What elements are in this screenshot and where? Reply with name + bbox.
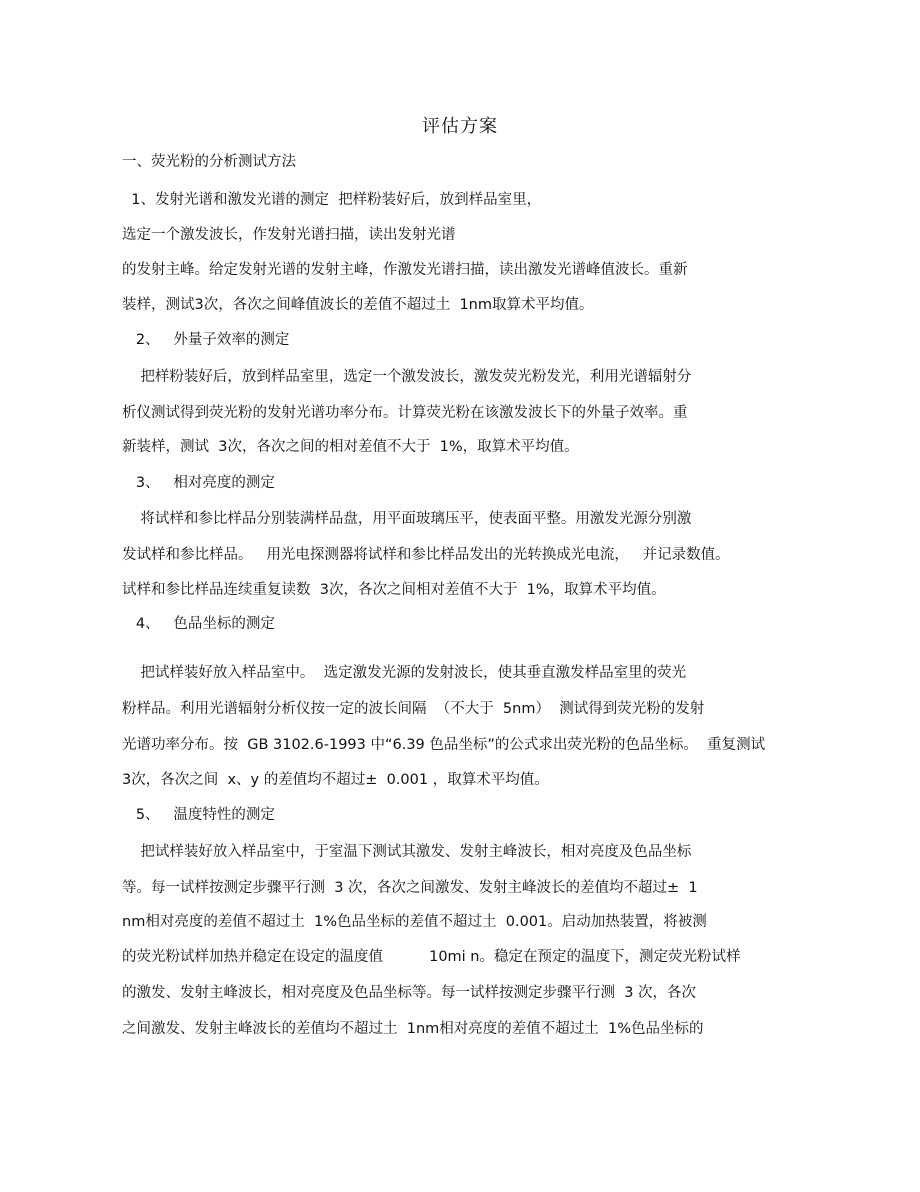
text-line: 3次，各次之间 x、y 的差值均不超过± 0.001 ，取算术平均值。 (122, 772, 549, 788)
text-line: 把试样装好放入样品室中，于室温下测试其激发、发射主峰波长，相对亮度及色品坐标 (122, 844, 692, 860)
text-line: 粉样品。利用光谱辐射分析仪按一定的波长间隔 （不大于 5nm） 测试得到荧光粉的发射 (122, 701, 705, 717)
text-line: 等。每一试样按测定步骤平行测 3 次，各次之间激发、发射主峰波长的差值均不超过± 1 (122, 880, 698, 896)
text-line: 之间激发、发射主峰波长的差值均不超过土 1nm相对亮度的差值不超过土 1%色品坐标的 (122, 1021, 704, 1037)
text-line: 把样粉装好后，放到样品室里，选定一个激发波长，激发荧光粉发光，利用光谱辐射分 (122, 369, 692, 385)
subsection-heading: 4、 色品坐标的测定 (122, 616, 275, 632)
text-line: 发试样和参比样品。 用光电探测器将试样和参比样品发出的光转换成光电流， 并记录数值。 (122, 547, 730, 563)
subsection-heading: 2、 外量子效率的测定 (122, 332, 290, 348)
text-line: 把试样装好放入样品室中。 选定激发光源的发射波长，使其垂直激发样品室里的荧光 (122, 665, 687, 681)
subsection-heading: 3、 相对亮度的测定 (122, 475, 275, 491)
text-line: 的激发、发射主峰波长，相对亮度及色品坐标等。每一试样按测定步骤平行测 3 次，各次 (122, 985, 697, 1001)
text-line: 将试样和参比样品分别装满样品盘，用平面玻璃压平，使表面平整。用激发光源分别激 (122, 511, 692, 527)
subsection-heading: 5、 温度特性的测定 (122, 807, 275, 823)
text-line: 的荧光粉试样加热并稳定在设定的温度值 10mi n。稳定在预定的温度下，测定荧光粉试样 (122, 949, 741, 965)
text-line: 新装样，测试 3次，各次之间的相对差值不大于 1%，取算术平均值。 (122, 439, 579, 455)
text-line: 1、发射光谱和激发光谱的测定 把样粉装好后，放到样品室里， (122, 192, 542, 208)
text-line: 试样和参比样品连续重复读数 3次，各次之间相对差值不大于 1%，取算术平均值。 (122, 582, 666, 598)
document-title: 评估方案 (422, 116, 498, 137)
text-line: nm相对亮度的差值不超过土 1%色品坐标的差值不超过土 0.001。启动加热装置，将被测 (122, 914, 707, 930)
section-heading: 一、荧光粉的分析测试方法 (122, 154, 296, 170)
text-line: 选定一个激发波长，作发射光谱扫描，读出发射光谱 (122, 227, 456, 243)
text-line: 光谱功率分布。按 GB 3102.6-1993 中“6.39 色品坐标”的公式求出荧光粉的色品坐标。 重复测试 (122, 737, 766, 753)
text-line: 的发射主峰。给定发射光谱的发射主峰，作激发光谱扫描，读出激发光谱峰值波长。重新 (122, 262, 688, 278)
text-line: 析仪测试得到荧光粉的发射光谱功率分布。计算荧光粉在该激发波长下的外量子效率。重 (122, 405, 688, 421)
text-line: 装样，测试3次，各次之间峰值波长的差值不超过土 1nm取算术平均值。 (122, 297, 594, 313)
